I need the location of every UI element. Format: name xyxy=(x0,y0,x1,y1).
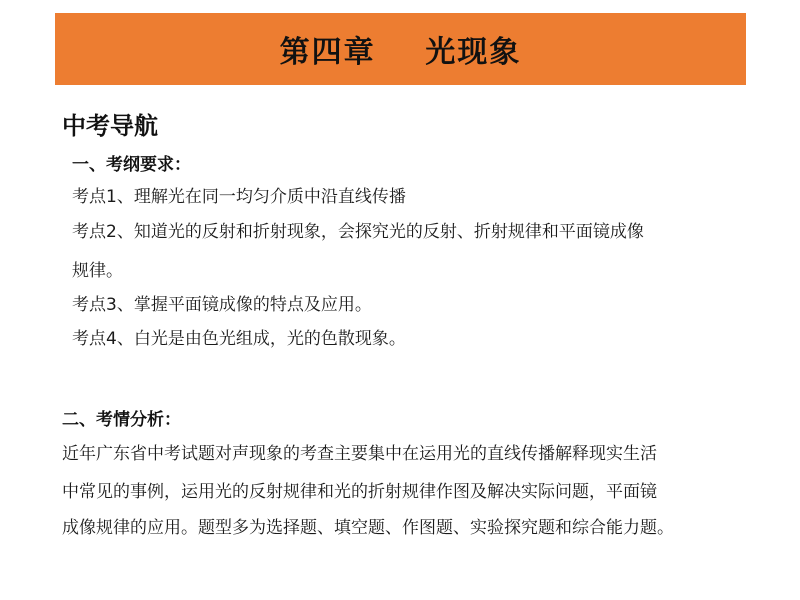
outline-line-5: 考点4、白光是由色光组成，光的色散现象。 xyxy=(72,329,406,349)
outline-line-2: 考点2、知道光的反射和折射现象，会探究光的反射、折射规律和平面镜成像 xyxy=(72,222,644,242)
analysis-line-3: 成像规律的应用。题型多为选择题、填空题、作图题、实验探究题和综合能力题。 xyxy=(62,518,674,538)
analysis-line-2: 中常见的事例，运用光的反射规律和光的折射规律作图及解决实际问题，平面镜 xyxy=(62,482,657,502)
page-title: 第四章 光现象 xyxy=(279,35,522,70)
outline-line-1: 考点1、理解光在同一均匀介质中沿直线传播 xyxy=(72,187,406,207)
nav-heading: 中考导航 xyxy=(62,112,158,140)
analysis-line-1: 近年广东省中考试题对声现象的考查主要集中在运用光的直线传播解释现实生活 xyxy=(62,444,657,464)
analysis-heading: 二、考情分析： xyxy=(62,410,181,430)
title-banner xyxy=(55,13,746,85)
outline-line-3: 规律。 xyxy=(72,261,123,281)
outline-heading: 一、考纲要求： xyxy=(72,155,191,175)
outline-line-4: 考点3、掌握平面镜成像的特点及应用。 xyxy=(72,295,372,315)
